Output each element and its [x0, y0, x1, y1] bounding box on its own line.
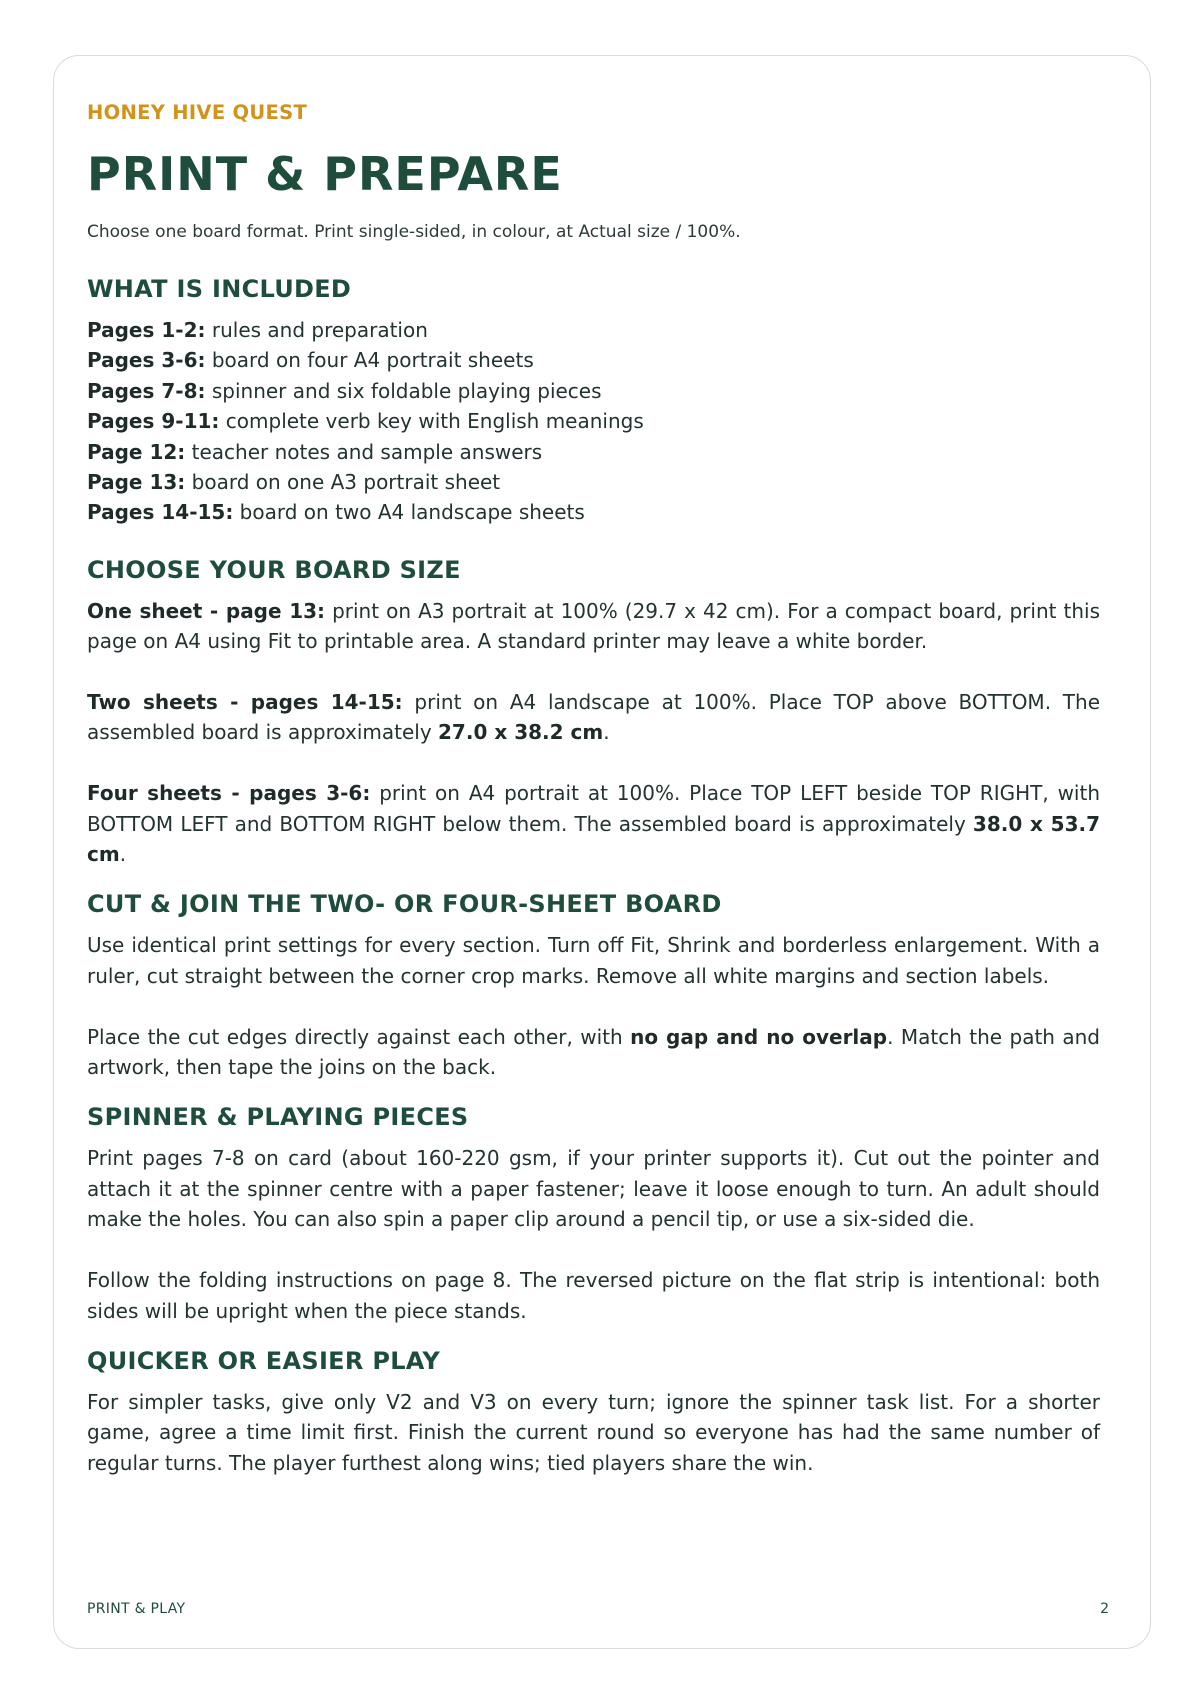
item-text: complete verb key with English meanings: [219, 409, 644, 434]
list-item: [87, 406, 1100, 436]
item-label: Pages 3-6:: [87, 348, 206, 373]
list-item: [87, 376, 1100, 406]
game-name: HONEY HIVE QUEST: [87, 101, 308, 124]
list-item: [87, 467, 1100, 497]
item-label: Page 13:: [87, 470, 186, 495]
item-text: board on one A3 portrait sheet: [185, 470, 501, 495]
item-text: rules and preparation: [205, 318, 428, 342]
item-label: Pages 1-2:: [87, 318, 206, 342]
one-sheet-label: One sheet - page 13:: [87, 598, 326, 623]
item-text: spinner and six foldable playing pieces: [205, 378, 602, 403]
two-sheets-label: Two sheets - pages 14-15:: [87, 690, 403, 715]
item-text: teacher notes and sample answers: [185, 439, 543, 464]
one-sheet-paragraph: [87, 596, 1100, 657]
folding-paragraph: Follow the folding instructions on page 8. The reversed picture on the flat strip is intentional: both sides will be upright when the piece stands.: [87, 1268, 1100, 1323]
item-label: Pages 14-15:: [87, 500, 234, 525]
list-item: [87, 497, 1100, 527]
list-item: [87, 315, 1100, 345]
spinner-heading: SPINNER & PLAYING PIECES: [87, 1103, 469, 1132]
footer-label: PRINT & PLAY: [87, 1601, 186, 1617]
page-content: [87, 100, 1100, 1478]
join-emphasis: no gap and no overlap: [630, 1024, 888, 1049]
join-text-end: . Match the path and artwork, then tape the joins on the back.: [87, 1024, 1100, 1080]
included-heading: WHAT IS INCLUDED: [87, 275, 352, 303]
list-item: [87, 345, 1100, 375]
intro-text: Choose one board format. Print single-sided, in colour, at Actual size / 100%.: [87, 222, 741, 242]
quicker-paragraph: For simpler tasks, give only V2 and V3 on every turn; ignore the spinner task list. For a shorter game, agree a time limit first. Finish the current round so everyone has had the same number of regular turns. The player furthest along wins; tied players share the win.: [87, 1389, 1100, 1475]
list-item: [87, 437, 1100, 467]
four-sheets-end: .: [119, 842, 127, 867]
four-sheets-text: print on A4 portrait at 100%. Place TOP LEFT beside TOP RIGHT, with BOTTOM LEFT and BOTTOM RIGHT below them. The assembled board is approximately: [87, 781, 1101, 836]
page-number: 2: [1100, 1601, 1109, 1617]
four-sheets-size: 38.0 x 53.7 cm: [87, 811, 1100, 867]
two-sheets-size: 27.0 x 38.2 cm: [438, 720, 604, 745]
board-size-heading: CHOOSE YOUR BOARD SIZE: [87, 555, 461, 584]
item-label: Pages 9-11:: [87, 409, 220, 434]
item-label: Pages 7-8:: [87, 378, 206, 403]
item-text: board on four A4 portrait sheets: [205, 348, 534, 373]
two-sheets-text: print on A4 landscape at 100%. Place TOP above BOTTOM. The assembled board is approximately: [87, 690, 1100, 745]
join-paragraph: [87, 1022, 1100, 1083]
quicker-heading: QUICKER OR EASIER PLAY: [87, 1346, 441, 1375]
cut-join-heading: CUT & JOIN THE TWO- OR FOUR-SHEET BOARD: [87, 890, 722, 919]
spinner-paragraph: Print pages 7-8 on card (about 160-220 gsm, if your printer supports it). Cut out the pointer and attach it at the spinner centre with a paper fastener; leave it loose enough to turn. An adult should make the holes. You can also spin a paper clip around a pencil tip, or use a six-sided die.: [87, 1146, 1100, 1232]
join-text-start: Place the cut edges directly against each other, with: [87, 1024, 631, 1049]
included-list: [87, 315, 1100, 528]
one-sheet-text: print on A3 portrait at 100% (29.7 x 42 cm). For a compact board, print this page on A4 using Fit to printable area. A standard printer may leave a white border.: [87, 598, 1101, 654]
two-sheets-paragraph: [87, 687, 1100, 748]
four-sheets-paragraph: [87, 778, 1100, 869]
four-sheets-label: Four sheets - pages 3-6:: [87, 781, 371, 806]
two-sheets-end: .: [603, 720, 610, 745]
item-text: board on two A4 landscape sheets: [233, 500, 585, 525]
page-title: PRINT & PREPARE: [87, 147, 563, 201]
item-label: Page 12:: [87, 439, 186, 464]
cut-join-paragraph: Use identical print settings for every section. Turn off Fit, Shrink and borderless enlargement. With a ruler, cut straight between the corner crop marks. Remove all white margins and section labels.: [87, 933, 1100, 988]
